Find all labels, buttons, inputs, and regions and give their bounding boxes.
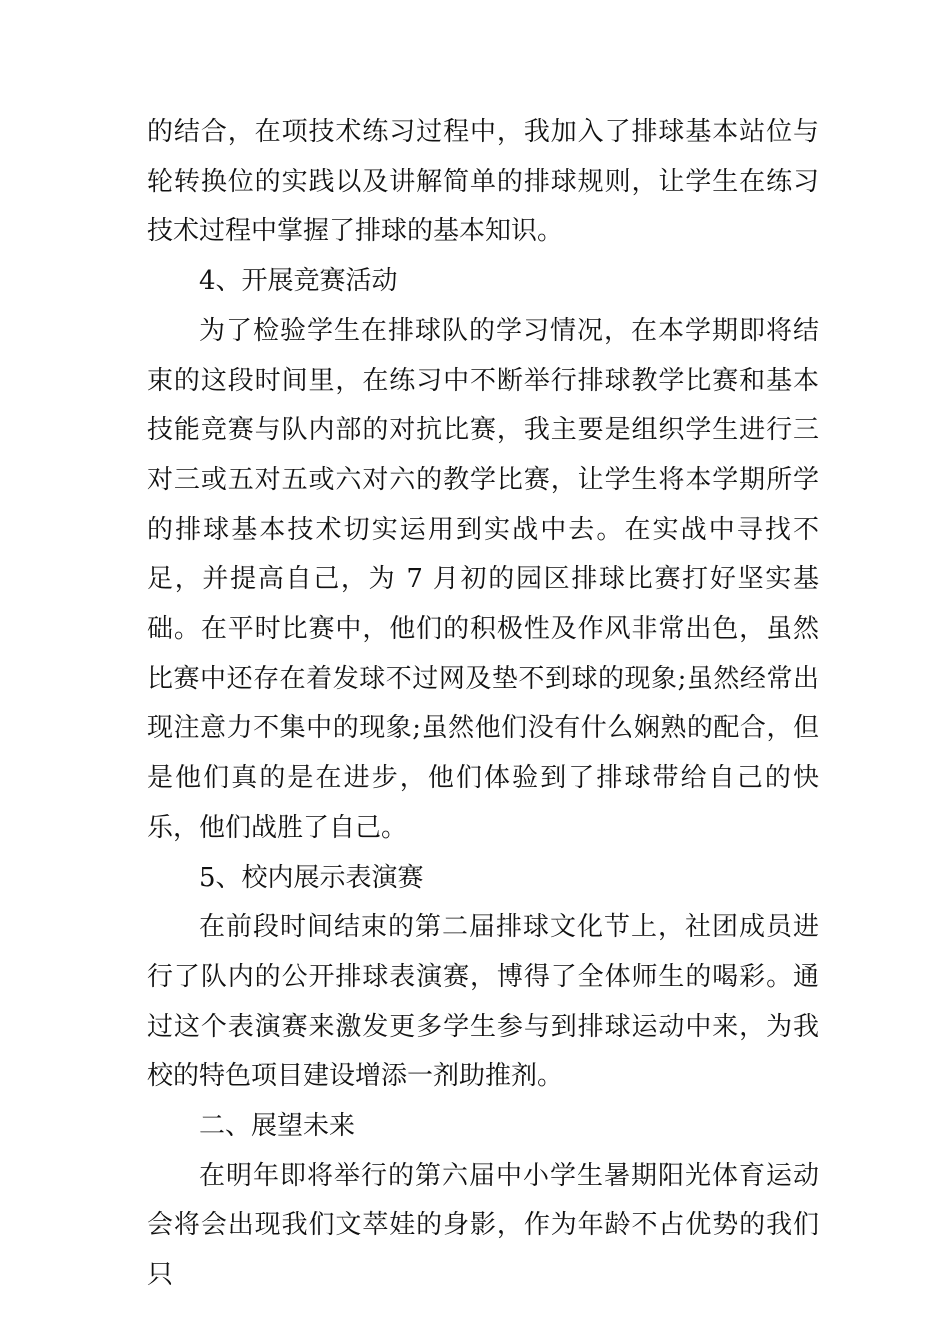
paragraph-exhibition-details: 在前段时间结束的第二届排球文化节上，社团成员进行了队内的公开排球表演赛，博得了全体师生的喝彩。通过这个表演赛来激发更多学生参与到排球运动中来，为我校的特色项目建设增添一剂助推剂。 [147, 912, 819, 1092]
document-page [147, 108, 819, 1301]
heading-future-outlook: 二、展望未来 [199, 1111, 356, 1142]
paragraph-future-details: 在明年即将举行的第六届中小学生暑期阳光体育运动会将会出现我们文萃娃的身影，作为年龄不占优势的我们只 [147, 1160, 819, 1291]
heading-competition-activities: 4、开展竞赛活动 [199, 266, 398, 297]
paragraph-skills-practice: 的结合，在项技术练习过程中，我加入了排球基本站位与轮转换位的实践以及讲解简单的排球规则，让学生在练习技术过程中掌握了排球的基本知识。 [147, 117, 819, 247]
heading-school-exhibition: 5、校内展示表演赛 [199, 862, 424, 893]
paragraph-competition-details: 为了检验学生在排球队的学习情况，在本学期即将结束的这段时间里，在练习中不断举行排球教学比赛和基本技能竞赛与队内部的对抗比赛，我主要是组织学生进行三对三或五对五或六对六的教学比赛，让学生将本学期所学的排球基本技术切实运用到实战中去。在实战中寻找不足，并提高自己，为 7 月初的园区排球比赛打好坚实基础。在平时比赛中，他们的积极性及作风非常出色，虽然比赛中还存在着发球不过网及垫不到球的现象;虽然经常出现注意力不集中的现象;虽然他们没有什么娴熟的配合，但是他们真的是在进步，他们体验到了排球带给自己的快乐，他们战胜了自己。 [147, 315, 819, 843]
